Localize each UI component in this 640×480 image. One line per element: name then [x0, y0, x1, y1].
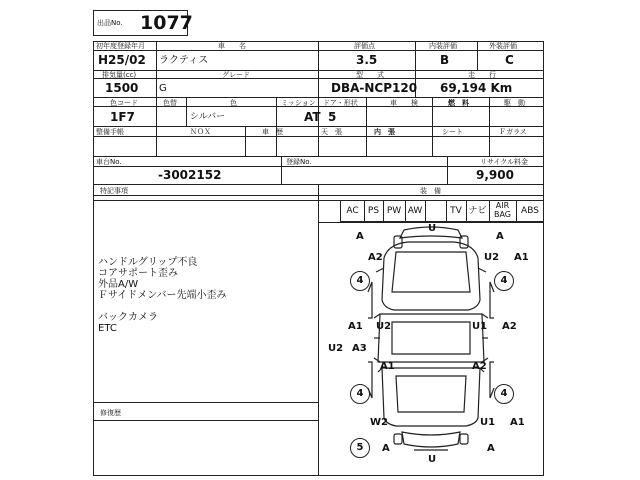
year-label: 初年度登録年月	[96, 42, 145, 50]
history-label: 車 歴	[262, 128, 283, 136]
damage-mark: U2	[376, 321, 392, 332]
chassis-label: 車台No.	[96, 158, 122, 166]
car-name-value: ラクティス	[159, 55, 209, 66]
damage-mark: U2	[484, 252, 500, 263]
equipment-label: 装 備	[420, 187, 441, 195]
remark-line: コアサポート歪み	[98, 268, 178, 279]
equipment-pw: PW	[386, 206, 402, 216]
displacement-value: 1500	[105, 81, 139, 95]
damage-mark: A	[496, 231, 504, 242]
damage-mark: U1	[480, 417, 496, 428]
damage-mark: U	[428, 454, 437, 465]
exterior-score-label: 外装評価	[489, 42, 517, 50]
lot-number: 1077	[140, 12, 193, 34]
damage-mark: A1	[510, 417, 525, 428]
equipment-abs: ABS	[521, 206, 539, 216]
repair-history-label: 修復歴	[100, 409, 121, 417]
mission-value: AT	[304, 110, 321, 124]
ceiling-label: 天 張	[321, 128, 342, 136]
score-value: 3.5	[356, 53, 378, 67]
damage-mark: A1	[348, 321, 363, 332]
reg-label: 登録No.	[286, 158, 312, 166]
remarks-list	[98, 257, 227, 334]
equipment-tv: TV	[450, 206, 462, 216]
inspection-label: 車 検	[390, 99, 418, 107]
color-value: シルバー	[190, 112, 226, 122]
damage-mark: A	[487, 443, 495, 454]
remark-line: 外品A/W	[98, 279, 139, 290]
tire-front-left: 4	[350, 271, 370, 291]
displacement-label: 排気量(cc)	[102, 71, 137, 79]
tire-front-right: 4	[494, 271, 514, 291]
mileage-label: 走 行	[468, 71, 496, 79]
mission-label: ミッション	[281, 99, 316, 107]
nox-label: ＮＯＸ	[190, 128, 211, 136]
lot-number-label: 出品No.	[97, 19, 123, 27]
equipment-airbag: AIR BAG	[493, 201, 512, 219]
equipment-aw: AW	[407, 206, 423, 216]
doors-label: ドア・形状	[323, 99, 358, 107]
glass-label: Ｆガラス	[499, 128, 527, 136]
color-code-value: 1F7	[110, 110, 135, 124]
equipment-ps: PS	[367, 206, 380, 216]
color-code-label: 色コード	[110, 99, 138, 107]
drive-label: 駆 動	[504, 99, 525, 107]
model-label: 型 式	[356, 71, 384, 79]
damage-mark: A	[382, 443, 390, 454]
doors-value: 5	[328, 110, 337, 124]
chassis-value: -3002152	[158, 168, 222, 182]
damage-mark: A2	[472, 361, 487, 372]
fuel-label: 燃 料	[448, 99, 469, 107]
damage-mark: U2	[328, 343, 344, 354]
tire-rear-right: 4	[494, 384, 514, 404]
car-name-label: 車 名	[218, 42, 246, 50]
equipment-navi: ナビ	[468, 206, 487, 216]
damage-mark: U1	[472, 321, 488, 332]
damage-mark: W2	[370, 417, 388, 428]
interior-score-value: B	[440, 53, 450, 67]
score-label: 評価点	[354, 42, 375, 50]
remark-line: ETC	[98, 323, 117, 334]
year-value: H25/02	[98, 53, 146, 67]
interior-score-label: 内装評価	[429, 42, 457, 50]
equipment-ac: AC	[346, 206, 359, 216]
damage-mark: A2	[502, 321, 517, 332]
damage-mark: A1	[380, 361, 395, 372]
manual-label: 整備手帳	[96, 128, 124, 136]
damage-mark: A2	[368, 252, 383, 263]
recycle-value: 9,900	[476, 168, 514, 182]
damage-mark: U	[428, 223, 437, 234]
model-value: DBA-NCP120	[331, 81, 418, 95]
damage-mark: A	[356, 231, 364, 242]
remark-line: Ｆサイドメンバー先端小歪み	[98, 290, 227, 301]
remark-line	[98, 301, 227, 312]
interior-trim-label: 内 張	[374, 128, 395, 136]
remarks-label: 特記事項	[100, 187, 128, 195]
recycle-label: リサイクル料金	[480, 158, 529, 166]
seat-label: シート	[442, 128, 463, 136]
damage-mark: A1	[514, 252, 529, 263]
grade-value: G	[159, 83, 167, 94]
tire-spare: 5	[350, 438, 370, 458]
color-label: 色	[230, 99, 237, 107]
mileage-value: 69,194 Km	[440, 81, 513, 95]
remark-line: バックカメラ	[98, 312, 158, 323]
tire-rear-left: 4	[350, 384, 370, 404]
grade-label: グレード	[222, 71, 250, 79]
damage-mark: A3	[352, 343, 367, 354]
color-change-label: 色替	[163, 99, 177, 107]
remark-line: ハンドルグリップ不良	[98, 257, 198, 268]
exterior-score-value: C	[505, 53, 514, 67]
